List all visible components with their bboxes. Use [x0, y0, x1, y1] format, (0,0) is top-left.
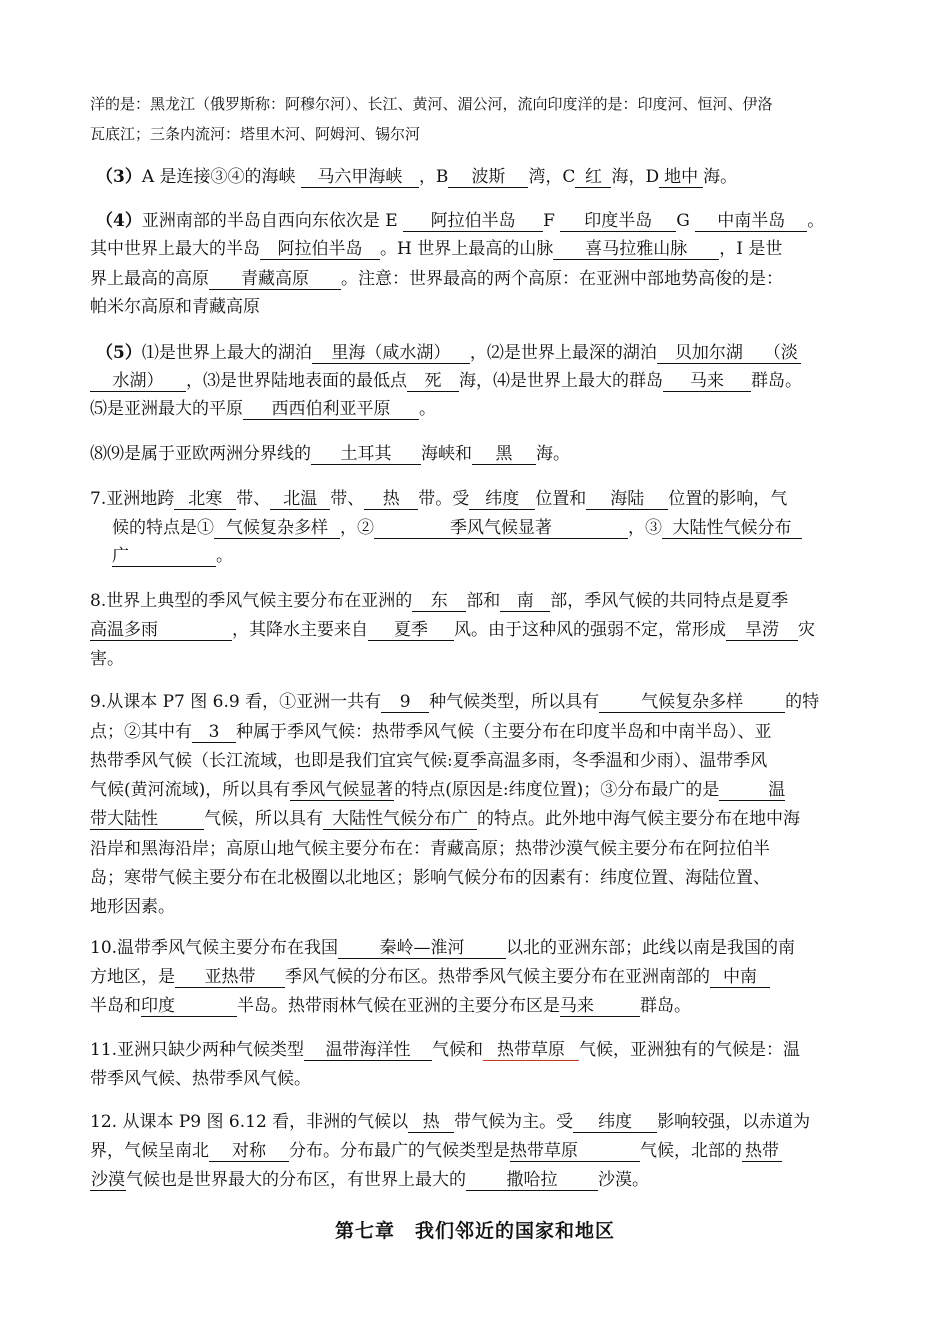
- question-7-line-2: 候的特点是① 气候复杂多样 ，② 季风气候显著 ，③ 大陆性气候分布: [112, 517, 802, 539]
- question-4-line-4: 帕米尔高原和青藏高原: [90, 297, 260, 317]
- answer-blank: 黑: [472, 444, 536, 465]
- question-5-line-3: ⑸是亚洲最大的平原 西西伯利亚平原 。: [90, 399, 436, 419]
- text-line: 瓦底江；三条内流河：塔里木河、阿姆河、锡尔河: [90, 125, 421, 143]
- answer-blank: 土耳其: [311, 444, 421, 465]
- question-8-line-2: 高温多雨 ，其降水主要来自 夏季 风。由于这种风的强弱不定，常形成 旱涝 灾: [90, 620, 815, 640]
- answer-blank: 温带海洋性: [304, 1040, 432, 1061]
- answer-blank: 南: [500, 591, 550, 612]
- question-9: 9.从课本 P7 图 6.9 看，①亚洲一共有 9 种气候类型，所以具有 气候复杂多样 的特: [90, 692, 820, 712]
- answer-blank: 气候复杂多样: [214, 518, 340, 539]
- question-12-line-2: 界，气候呈南北 对称 分布。分布最广的气候类型是热带草原 气候，北部的 热带: [90, 1140, 782, 1162]
- answer-blank: 对称: [209, 1141, 289, 1162]
- answer-blank: 旱涝: [726, 620, 798, 641]
- answer-blank: 热带草原: [483, 1040, 579, 1061]
- answer-blank: 高温多雨: [90, 620, 232, 641]
- question-11: 11.亚洲只缺少两种气候类型 温带海洋性 气候和 热带草原 气候，亚洲独有的气候是：温: [90, 1040, 801, 1060]
- answer-blank: 气候复杂多样: [599, 692, 785, 713]
- question-5: （5）⑴是世界上最大的湖泊 里海（咸水湖） ，⑵是世界上最深的湖泊 贝加尔湖 （淡: [96, 342, 801, 364]
- answer-blank: 纬度: [573, 1112, 657, 1133]
- answer-blank: 热带: [742, 1141, 782, 1162]
- answer-blank: 中南: [710, 967, 770, 988]
- question-9-line-2: 点；②其中有 3 种属于季风气候：热带季风气候（主要分布在印度半岛和中南半岛）、亚: [90, 722, 772, 742]
- answer-blank: 地中: [659, 167, 703, 188]
- question-9-line-6: 沿岸和黑海沿岸；高原山地气候主要分布在：青藏高原；热带沙漠气候主要分布在阿拉伯半: [90, 839, 770, 859]
- answer-blank: 阿拉伯半岛: [260, 239, 380, 260]
- answer-blank: 大陆性气候分布: [662, 518, 802, 539]
- answer-blank: 9: [381, 692, 429, 713]
- answer-blank: 贝加尔湖: [657, 343, 761, 364]
- answer-blank: 夏季: [368, 620, 454, 641]
- question-9-line-5: 带大陆性 气候，所以具有 大陆性气候分布广 的特点。此外地中海气候主要分布在地中海: [90, 809, 800, 829]
- question-4: （4）亚洲南部的半岛自西向东依次是 E 阿拉伯半岛 F 印度半岛 G 中南半岛 。: [96, 211, 825, 231]
- answer-blank: 青藏高原: [209, 269, 341, 290]
- answer-blank: 沙漠: [91, 1170, 125, 1190]
- question-7: 7.亚洲地跨 北寒 带、 北温 带、 热 带。受 纬度 位置和 海陆 位置的影响，气: [90, 489, 788, 509]
- answer-blank: 东: [412, 591, 466, 612]
- question-9-line-8: 地形因素。: [90, 897, 175, 917]
- answer-blank: 波斯: [448, 167, 528, 188]
- chapter-title: 第七章 我们邻近的国家和地区: [334, 1220, 615, 1242]
- answer-blank: 马来: [663, 371, 751, 392]
- answer-blank: 北温: [270, 489, 330, 510]
- answer-blank: 北寒: [174, 489, 236, 510]
- answer-blank: 撒哈拉: [466, 1170, 598, 1191]
- answer-blank: 3: [192, 722, 236, 743]
- answer-blank: 中南半岛: [695, 211, 807, 232]
- text-line: 洋的是：黑龙江（俄罗斯称：阿穆尔河）、长江、黄河、湄公河，流向印度洋的是：印度河、恒河、伊洛: [90, 95, 773, 113]
- question-5-line-2: 水湖） ，⑶是世界陆地表面的最低点 死 海，⑷是世界上最大的群岛 马来 群岛。: [90, 370, 802, 392]
- answer-blank: 季风气候显著: [291, 780, 394, 800]
- question-12: 12. 从课本 P9 图 6.12 看，非洲的气候以 热 带气候为主。受 纬度 影响较强，以赤道为: [90, 1112, 811, 1132]
- answer-blank: 季风气候显著: [374, 518, 628, 539]
- answer-blank: 纬度: [469, 489, 535, 510]
- question-10-line-3: 半岛和印度 半岛。热带雨林气候在亚洲的主要分布区是马来 群岛。: [90, 996, 691, 1016]
- question-8-9: ⑻⑼是属于亚欧两洲分界线的 土耳其 海峡和 黑 海。: [90, 444, 570, 464]
- answer-blank: 里海（咸水湖）: [312, 343, 470, 364]
- answer-blank: 热: [408, 1112, 454, 1133]
- answer-blank: 广: [112, 546, 216, 567]
- answer-blank: 喜马拉雅山脉: [553, 239, 719, 260]
- answer-blank: 印度半岛: [560, 211, 676, 232]
- question-12-line-3: 沙漠气候也是世界最大的分布区，有世界上最大的 撒哈拉 沙漠。: [91, 1170, 649, 1190]
- answer-blank: 水湖）: [90, 371, 186, 392]
- question-9-line-7: 岛；寒带气候主要分布在北极圈以北地区；影响气候分布的因素有：纬度位置、海陆位置、: [90, 868, 770, 888]
- answer-blank: 海陆: [586, 489, 668, 510]
- answer-blank: 西西伯利亚平原: [243, 399, 419, 420]
- question-9-line-4: 气候(黄河流域)，所以具有季风气候显著的特点(原因是:纬度位置)；③分布最广的是 温: [90, 780, 786, 800]
- answer-blank: 亚热带: [175, 967, 285, 988]
- question-8: 8.世界上典型的季风气候主要分布在亚洲的 东 部和 南 部，季风气候的共同特点是夏季: [90, 591, 789, 611]
- question-10: 10.温带季风气候主要分布在我国 秦岭—淮河 以北的亚洲东部；此线以南是我国的南: [90, 938, 796, 958]
- question-10-line-2: 方地区，是 亚热带 季风气候的分布区。热带季风气候主要分布在亚洲南部的 中南: [90, 966, 770, 988]
- answer-blank: 大陆性气候分布广: [323, 809, 477, 830]
- question-8-line-3: 害。: [90, 649, 124, 669]
- answer-blank: 印度: [141, 996, 237, 1017]
- answer-blank: 阿拉伯半岛: [403, 211, 543, 232]
- answer-blank: 马来: [560, 996, 640, 1017]
- answer-blank: 红: [575, 167, 611, 188]
- answer-blank: 死: [407, 371, 459, 392]
- question-4-line-3: 界上最高的高原 青藏高原 。注意：世界最高的两个高原：在亚洲中部地势高俊的是：: [90, 269, 783, 289]
- answer-blank: 温: [719, 780, 785, 801]
- question-11-line-2: 带季风气候、热带季风气候。: [90, 1069, 311, 1089]
- question-9-line-3: 热带季风气候（长江流域，也即是我们宜宾气候:夏季高温多雨，冬季温和少雨）、温带季风: [90, 751, 768, 771]
- answer-blank: 热: [364, 489, 418, 510]
- answer-blank: 秦岭—淮河: [338, 938, 506, 959]
- answer-blank: 热带草原: [510, 1141, 640, 1162]
- answer-blank: 带大陆性: [90, 809, 204, 830]
- question-7-line-3: 广 。: [112, 546, 233, 566]
- answer-blank: 马六甲海峡: [301, 167, 419, 188]
- question-4-line-2: 其中世界上最大的半岛 阿拉伯半岛 。H 世界上最高的山脉 喜马拉雅山脉 ，I 是世: [90, 239, 783, 259]
- question-3: （3）A 是连接③④的海峡 马六甲海峡 ，B 波斯 湾，C 红 海，D 地中 海。: [96, 167, 738, 187]
